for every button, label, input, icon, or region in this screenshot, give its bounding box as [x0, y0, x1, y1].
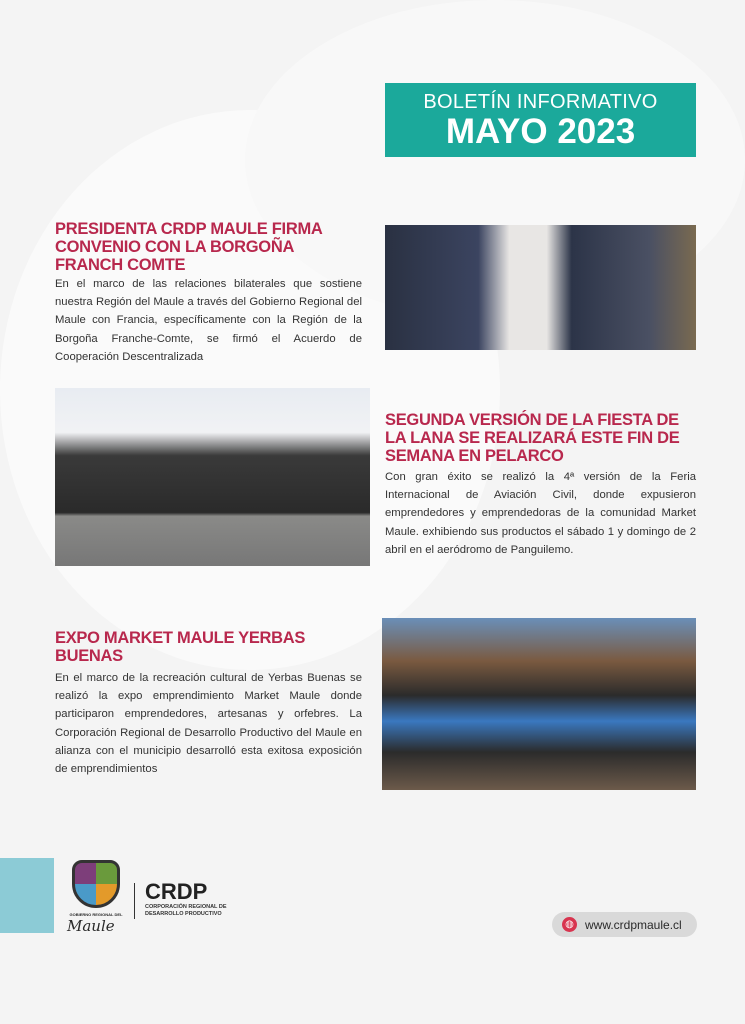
gobierno-regional-shield-logo	[72, 860, 120, 908]
article-2-title: SEGUNDA VERSIÓN DE LA FIESTA DE LA LANA SE REALIZARÁ ESTE FIN DE SEMANA EN PELARCO	[385, 411, 680, 465]
footer-accent-block	[0, 858, 54, 933]
globe-icon: ◍	[562, 917, 577, 932]
crdp-logo: CRDP	[145, 879, 208, 904]
article-3-title: EXPO MARKET MAULE YERBAS BUENAS	[55, 629, 306, 665]
article-2-photo	[55, 388, 370, 566]
article-1-title: PRESIDENTA CRDP MAULE FIRMA CONVENIO CON LA BORGOÑA FRANCH COMTE	[55, 220, 322, 274]
newsletter-header	[385, 83, 696, 157]
website-link[interactable]	[552, 912, 697, 937]
gob-logo-text: GOBIERNO REGIONAL DEL	[69, 912, 123, 917]
article-1-body: En el marco de las relaciones bilaterales que sostiene nuestra Región del Maule a través del Gobierno Regional del Maule con Francia, específicamente con la Región de la Borgoña Franche-Comte, se firmó el Acuerdo de Cooperación Descentralizada	[55, 278, 362, 363]
article-1-photo	[385, 225, 696, 350]
logo-divider	[134, 883, 135, 919]
website-url: www.crdpmaule.cl	[585, 917, 682, 932]
article-3-photo	[382, 618, 696, 790]
header-line1: BOLETÍN INFORMATIVO	[423, 91, 658, 113]
crdp-subtitle: CORPORACIÓN REGIONAL DE DESARROLLO PRODUCTIVO	[145, 904, 227, 917]
article-3-body: En el marco de la recreación cultural de Yerbas Buenas se realizó la expo emprendimiento Market Maule donde participaron emprendedores, artesanas y orfebres. La Corporación Regional de Desarrollo Productivo del Maule en alianza con el municipio desarrolló esta exitosa exposición de emprendimientos	[55, 672, 362, 776]
maule-logo-text: Maule	[67, 917, 115, 935]
header-line2: MAYO 2023	[445, 112, 636, 151]
article-2-body: Con gran éxito se realizó la 4ª versión de la Feria Internacional de Aviación Civil, donde expusieron emprendedores y emprendedoras de la comunidad Market Maule. exhibiendo sus productos el sábado 1 y domingo de 2 abril en el aeródromo de Panguilemo.	[385, 471, 696, 556]
